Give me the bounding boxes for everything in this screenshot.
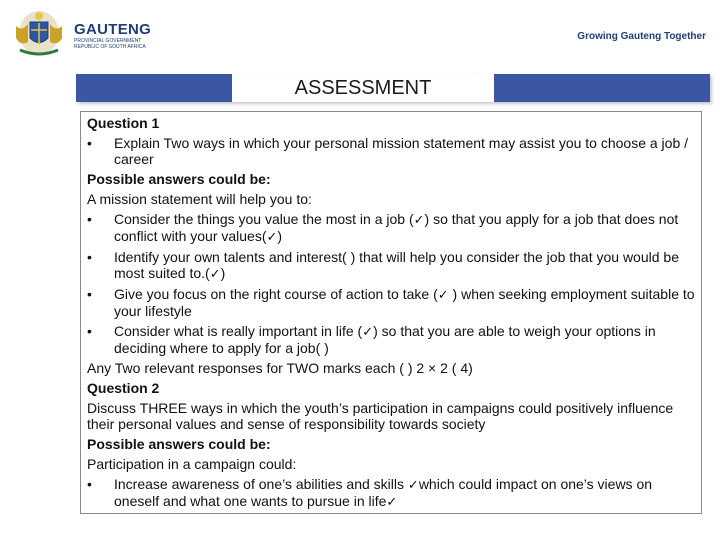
brand-subtitle-2: REPUBLIC OF SOUTH AFRICA [74,44,146,50]
brand-subtitle-1: PROVINCIAL GOVERNMENT [74,38,142,44]
checkmark-icon: ✓ [209,266,221,281]
answer-item-text: Increase awareness of one’s abilities and skills ✓which could impact on one’s views on oneself and what one wants to pursue in life✓ [114,476,653,509]
gauteng-coat-of-arms-logo [8,8,70,58]
question-2-text: Discuss THREE ways in which the youth’s participation in campaigns could positively influence their personal values and sense of responsibility towards society [87,400,674,432]
answer-intro-1: A mission statement will help you to: [87,191,312,207]
answer-item-5 [87,476,695,510]
possible-answers-heading-1: Possible answers could be: [87,171,271,187]
assessment-content-box [80,111,702,514]
checkmark-icon: ✓ [407,477,419,492]
checkmark-icon: ✓ [437,287,449,302]
checkmark-icon: ✓ [266,229,278,244]
marks-note: Any Two relevant responses for TWO marks each ( ) 2 × 2 ( 4) [87,360,473,376]
answer-item-1 [87,211,695,245]
brand-name: GAUTENG [74,21,152,38]
answer-item-text: Consider the things you value the most in a job (✓) so that you apply for a job that does not conflict with your values(✓) [114,211,679,244]
bullet: • [87,135,92,151]
answer-item-text: Consider what is really important in life (✓) so that you are able to weigh your options in deciding where to apply for a job( ) [114,323,656,356]
bullet: • [87,249,92,265]
answer-item-2 [87,249,695,282]
bullet: • [87,323,92,339]
answer-item-text: Give you focus on the right course of action to take (✓ ) when seeking employment suitable to your lifestyle [114,286,695,319]
possible-answers-heading-2: Possible answers could be: [87,436,271,452]
question-1-bullet [87,135,695,167]
tagline: Growing Gauteng Together [577,31,706,42]
gauteng-brand [74,22,151,50]
checkmark-icon: ✓ [413,212,425,227]
page-header [0,0,720,70]
bullet: • [87,211,92,227]
checkmark-icon: ✓ [386,494,398,509]
checkmark-icon: ✓ [362,324,374,339]
answer-item-3 [87,286,695,319]
answer-intro-2: Participation in a campaign could: [87,456,297,472]
bullet: • [87,286,92,302]
question-1-text: Explain Two ways in which your personal mission statement may assist you to choose a job / career [114,135,689,167]
question-2-heading: Question 2 [87,380,160,396]
bullet: • [87,476,92,492]
question-1-heading: Question 1 [87,115,160,131]
slide-title: ASSESSMENT [232,74,494,102]
answer-item-4 [87,323,695,356]
answer-item-text: Identify your own talents and interest( ) that will help you consider the job that you would be most suited to.(✓) [114,249,679,281]
